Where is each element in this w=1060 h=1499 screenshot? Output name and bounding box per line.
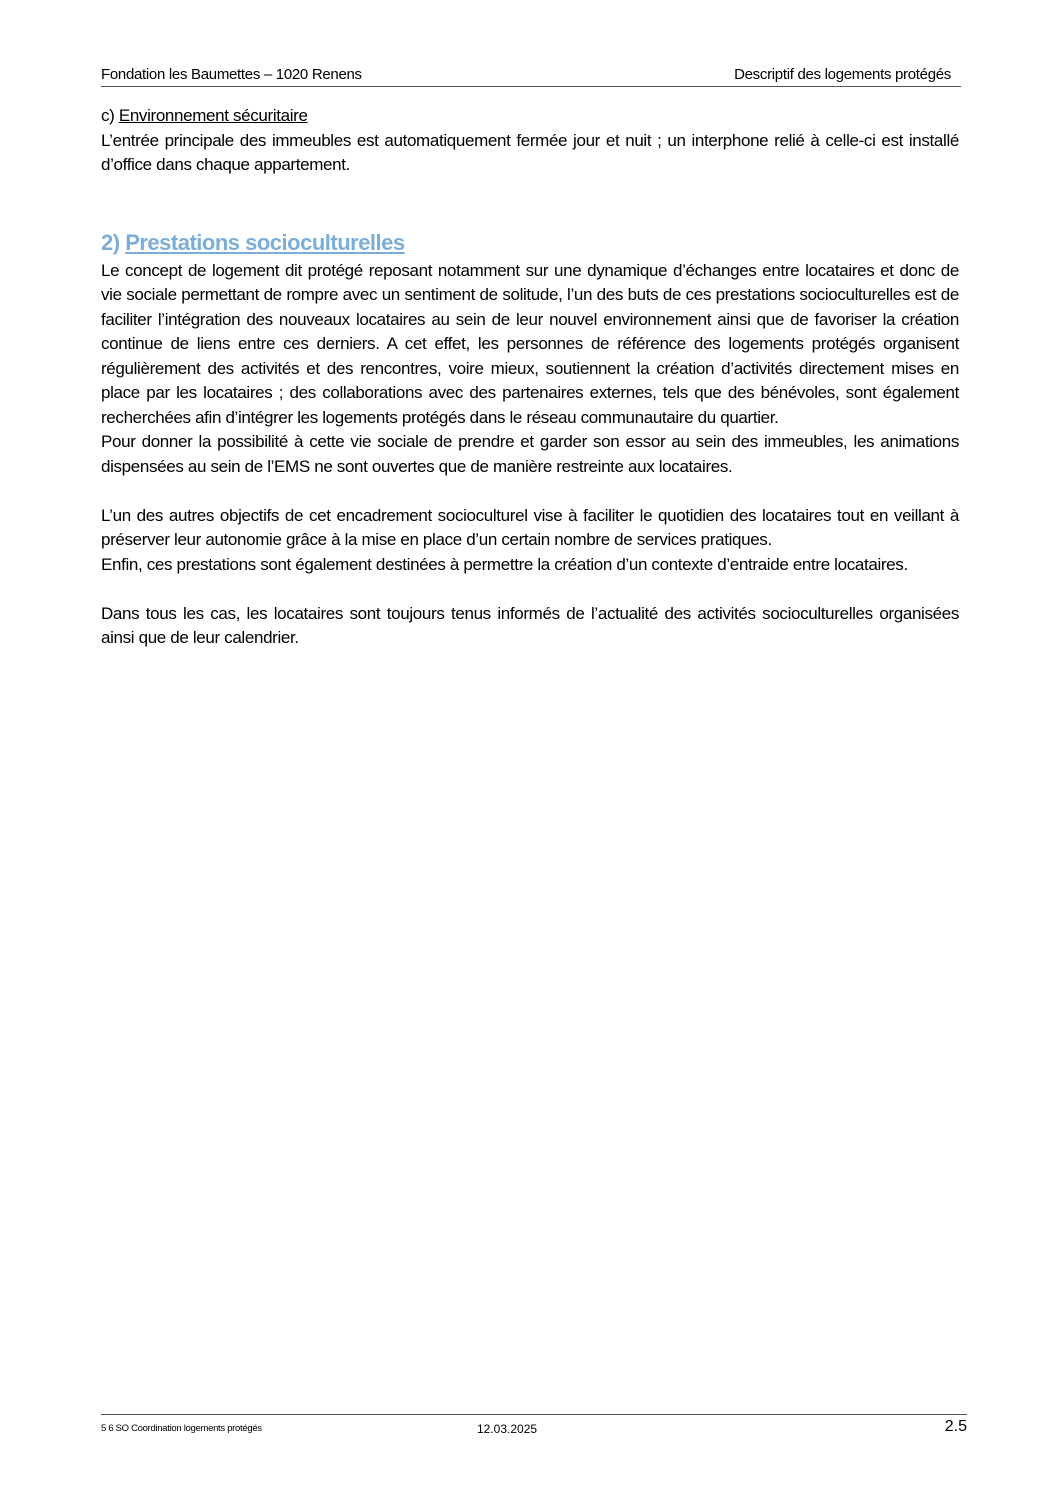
- section-title-link: Prestations socioculturelles: [125, 229, 405, 255]
- paragraph: Pour donner la possibilité à cette vie sociale de prendre et garder son essor au sein des immeubles, les animations dispensées au sein de l’EMS ne sont ouvertes que de manière restreinte aux locataires.: [101, 432, 959, 476]
- page-footer: [101, 1414, 967, 1445]
- subsection-title: Environnement sécuritaire: [118, 106, 308, 125]
- subsection-heading: [101, 104, 959, 129]
- page-body: [101, 104, 959, 651]
- section-title: [101, 227, 959, 259]
- paragraph: Enfin, ces prestations sont également destinées à permettre la création d’un contexte d’entraide entre locataires.: [101, 554, 908, 574]
- spacer: [101, 178, 959, 227]
- page-header: [101, 64, 961, 87]
- spacer: [101, 479, 959, 504]
- footer-page-number: 2.5: [944, 1418, 967, 1435]
- subsection-paragraph: L’entrée principale des immeubles est automatiquement fermée jour et nuit ; un interphone relié à celle-ci est installé d’office dans chaque appartement.: [101, 130, 959, 174]
- paragraph: L’un des autres objectifs de cet encadrement socioculturel vise à faciliter le quotidien des locataires tout en veillant à préserver leur autonomie grâce à la mise en place d’un certain nombre de services pratiques.: [101, 505, 959, 549]
- footer-date: 12.03.2025: [477, 1422, 538, 1436]
- subsection-prefix: c): [101, 106, 119, 125]
- paragraph: Le concept de logement dit protégé reposant notamment sur une dynamique d’échanges entre locataires et donc de vie sociale permettant de rompre avec un sentiment de solitude, l’un des buts de ces prestations socioculturelles est de faciliter l’intégration des nouveaux locataires au sein de leur nouvel environnement ainsi que de favoriser la création continue de liens entre ces derniers. A cet effet, les personnes de référence des logements protégés organisent régulièrement des activités et des rencontres, voire mieux, soutiennent la création d’activités directement mises en place par les locataires ; des collaborations avec des partenaires externes, tels que des bénévoles, sont également recherchées afin d’intégrer les logements protégés dans le réseau communautaire du quartier.: [101, 260, 959, 427]
- footer-document-name: 5 6 SO Coordination logements protégés: [101, 1423, 262, 1434]
- spacer: [101, 577, 959, 602]
- paragraph: Dans tous les cas, les locataires sont toujours tenus informés de l’actualité des activités socioculturelles organisées ainsi que de leur calendrier.: [101, 603, 959, 647]
- header-organization: Fondation les Baumettes – 1020 Renens: [101, 66, 362, 83]
- section-number: 2): [101, 229, 126, 255]
- header-document-title: Descriptif des logements protégés: [734, 66, 951, 83]
